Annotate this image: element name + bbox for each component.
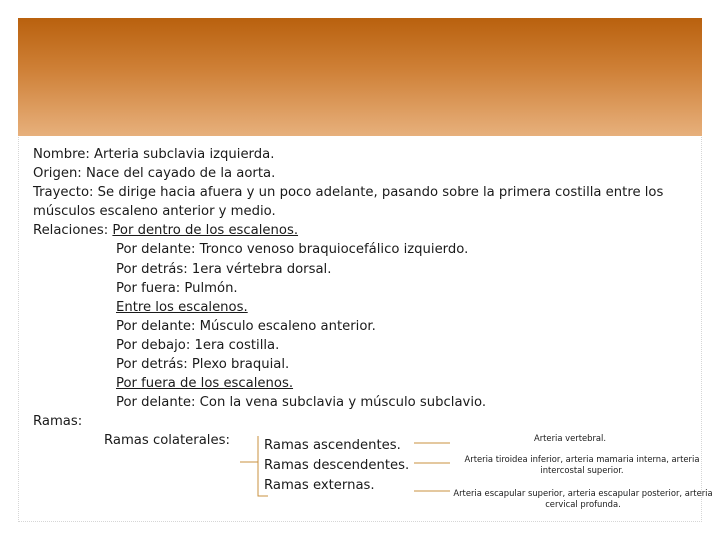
asc-detail: Arteria vertebral. <box>533 433 607 443</box>
dentro-item: Por delante: Tronco venoso braquiocefálico izquierdo. <box>116 242 469 258</box>
ramas-colaterales-label: Ramas colaterales: <box>104 433 230 448</box>
entre-heading: Entre los escalenos. <box>116 299 248 315</box>
entre-item: Por delante: Músculo escaleno anterior. <box>116 318 376 334</box>
dentro-item: Por fuera: Pulmón. <box>116 280 238 296</box>
desc-detail: Arteria tiroidea inferior, arteria mamaria interna, arteria intercostal superior. <box>464 454 700 475</box>
entre-item: Por detrás: Plexo braquial. <box>116 357 290 373</box>
origen-value: Nace del cayado de la aorta. <box>81 166 276 182</box>
dentro-item: Por detrás: 1era vértebra dorsal. <box>116 261 332 277</box>
trayecto-label: Trayecto: <box>33 185 94 201</box>
origen-label: Origen: <box>33 166 82 182</box>
fuera-heading: Por fuera de los escalenos. <box>116 376 294 392</box>
ramas-descendentes: Ramas descendentes. <box>264 458 410 473</box>
ext-detail: Arteria escapular superior, arteria escapular posterior, arteria cervical profunda. <box>453 488 713 509</box>
trayecto-value: Se dirige hacia afuera y un poco adelante, pasando sobre la primera costilla entre los músculos escaleno anterior y medio. <box>33 185 664 220</box>
nombre-value: Arteria subclavia izquierda. <box>89 147 275 162</box>
nombre-label: Nombre: <box>33 147 90 162</box>
ramas-externas: Ramas externas. <box>264 478 375 493</box>
ramas-label: Ramas: <box>33 414 83 430</box>
entre-item: Por debajo: 1era costilla. <box>116 337 280 353</box>
ramas-ascendentes: Ramas ascendentes. <box>264 438 401 453</box>
relaciones-label: Relaciones: <box>33 223 109 239</box>
fuera-item: Por delante: Con la vena subclavia y músculo subclavio. <box>116 395 487 411</box>
dentro-heading: Por dentro de los escalenos. <box>112 223 299 239</box>
